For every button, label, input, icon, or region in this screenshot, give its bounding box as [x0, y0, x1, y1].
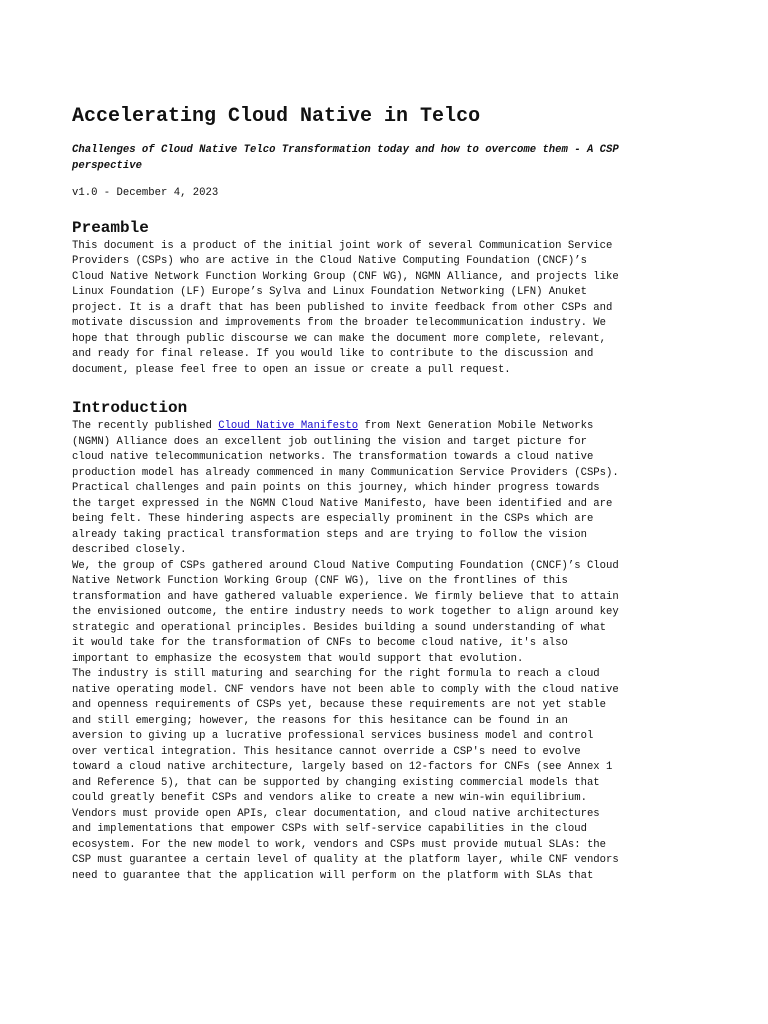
document-page — [72, 103, 632, 884]
introduction-paragraph-1 — [72, 419, 632, 559]
intro-text-after-link: from Next Generation Mobile Networks (NGMN) Alliance does an excellent job outlining the vision and target picture for cloud native telecommunication networks. The transformation towards a cloud native production model has already commenced in many Communication Service Providers (CSPs). Practical challenges and pain points on this journey, which hinder progress towards the target expressed in the NGMN Cloud Native Manifesto, have been identified and are being felt. These hindering aspects are especially prominent in the CSPs which are already taking practical transformation steps and are trying to follow the vision described closely. — [72, 420, 619, 556]
document-subtitle: Challenges of Cloud Native Telco Transformation today and how to overcome them - A CSP perspective — [72, 144, 619, 172]
introduction-paragraph-3: The industry is still maturing and searching for the right formula to reach a cloud native operating model. CNF vendors have not been able to comply with the cloud native and openness requirements of CSPs yet, because these requirements are not yet stable and still emerging; however, the reasons for this hesitance can be found in an aversion to giving up a lucrative professional services business model and control over vertical integration. This hesitance cannot override a CSP's need to evolve toward a cloud native architecture, largely based on 12-factors for CNFs (see Annex 1 and Reference 5), that can be supported by changing existing commercial models that could greatly benefit CSPs and vendors alike to create a new win-win equilibrium. Vendors must provide open APIs, clear documentation, and cloud native architectures and implementations that empower CSPs with self-service capabilities in the cloud ecosystem. For the new model to work, vendors and CSPs must provide mutual SLAs: the CSP must guarantee a certain level of quality at the platform layer, while CNF vendors need to guarantee that the application will perform on the platform with SLAs that — [72, 668, 619, 882]
preamble-paragraph: This document is a product of the initial joint work of several Communication Service Providers (CSPs) who are active in the Cloud Native Computing Foundation (CNCF)’s Cloud Native Network Function Working Group (CNF WG), NGMN Alliance, and projects like Linux Foundation (LF) Europe’s Sylva and Linux Foundation Networking (LFN) Anuket project. It is a draft that has been published to invite feedback from other CSPs and motivate discussion and improvements from the broader telecommunication industry. We hope that through public discourse we can make the document more complete, relevant, and ready for final release. If you would like to contribute to the discussion and document, please feel free to open an issue or create a pull request. — [72, 239, 619, 376]
intro-text-before-link: The recently published — [72, 420, 219, 432]
introduction-paragraph-2: We, the group of CSPs gathered around Cloud Native Computing Foundation (CNCF)’s Cloud Native Network Function Working Group (CNF WG), live on the frontlines of this transformation and have gathered valuable experience. We firmly believe that to attain the envisioned outcome, the entire industry needs to work together to align around key strategic and operational principles. Besides building a sound understanding of what it would take for the transformation of CNFs to become cloud native, it's also important to emphasize the ecosystem that would support that evolution. — [72, 559, 619, 665]
document-version: v1.0 - December 4, 2023 — [72, 187, 219, 199]
introduction-heading: Introduction — [72, 399, 188, 417]
document-title: Accelerating Cloud Native in Telco — [72, 105, 481, 128]
preamble-heading: Preamble — [72, 218, 149, 237]
cloud-native-manifesto-link[interactable]: Cloud Native Manifesto — [218, 420, 359, 432]
